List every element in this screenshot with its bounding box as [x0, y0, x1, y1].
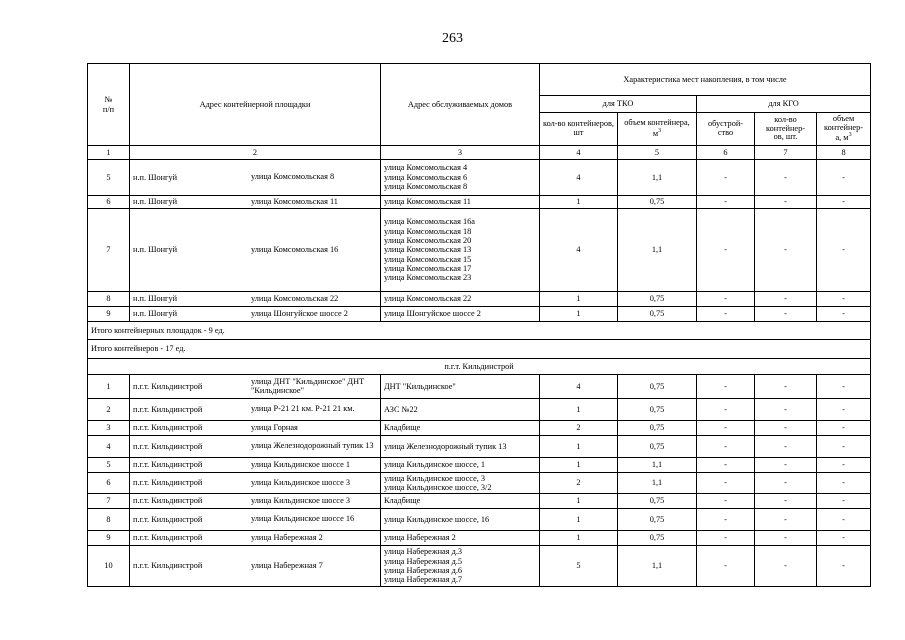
- settlement: п.г.т. Кильдинстрой: [133, 423, 203, 433]
- cell-kvol: -: [817, 209, 871, 292]
- served-address: улица Комсомольская 8: [384, 182, 468, 192]
- cell-count: 1: [540, 399, 618, 421]
- served-address: улица Железнодорожный тупик 13: [384, 441, 507, 451]
- cell-kvol: -: [817, 160, 871, 196]
- cell-volume: 0,75: [618, 307, 697, 322]
- cell-kcount: -: [755, 509, 817, 531]
- settlement: п.г.т. Кильдинстрой: [133, 381, 203, 391]
- served-addresses: [381, 436, 540, 458]
- settlement: п.г.т. Кильдинстрой: [133, 441, 203, 451]
- cell-volume: 0,75: [618, 399, 697, 421]
- cell-equip: -: [697, 546, 755, 587]
- site-address: [130, 531, 381, 546]
- cell-kcount: -: [755, 399, 817, 421]
- header-kgo-equipped: обустрой- ство: [697, 113, 755, 146]
- cell-count: 1: [540, 196, 618, 209]
- cell-equip: -: [697, 494, 755, 509]
- cell-equip: -: [697, 421, 755, 436]
- site-address: [130, 160, 381, 196]
- cell-kcount: -: [755, 546, 817, 587]
- cell-volume: 1,1: [618, 458, 697, 473]
- cell-count: 2: [540, 421, 618, 436]
- cell-volume: 0,75: [618, 509, 697, 531]
- table-row: [88, 531, 871, 546]
- settlement: п.г.т. Кильдинстрой: [133, 478, 203, 488]
- total-containers-row: [88, 340, 871, 359]
- cell-volume: 1,1: [618, 473, 697, 494]
- cell-kcount: -: [755, 494, 817, 509]
- served-address: улица Кильдинское шоссе, 1: [384, 460, 486, 470]
- table-row: [88, 196, 871, 209]
- cell-kvol: -: [817, 399, 871, 421]
- table-row: [88, 292, 871, 307]
- cell-equip: -: [697, 375, 755, 399]
- cell-count: 1: [540, 531, 618, 546]
- site-address: [130, 421, 381, 436]
- served-addresses: [381, 160, 540, 196]
- settlement: п.г.т. Кильдинстрой: [133, 496, 203, 506]
- header-tko: для ТКО: [540, 96, 697, 113]
- row-number: 8: [88, 509, 130, 531]
- cell-kvol: -: [817, 494, 871, 509]
- page-number: 263: [442, 31, 463, 46]
- served-addresses: [381, 399, 540, 421]
- header-kgo-count: кол-во контейнер- ов, шт.: [755, 113, 817, 146]
- settlement: п.г.т. Кильдинстрой: [133, 460, 203, 470]
- cell-kcount: -: [755, 196, 817, 209]
- settlement: п.г.т. Кильдинстрой: [133, 561, 203, 571]
- cell-count: 5: [540, 546, 618, 587]
- served-addresses: [381, 473, 540, 494]
- cell-count: 1: [540, 307, 618, 322]
- cell-count: 1: [540, 509, 618, 531]
- served-address: АЗС №22: [384, 404, 418, 414]
- cell-volume: 0,75: [618, 494, 697, 509]
- site-address: [130, 399, 381, 421]
- site-address: [130, 307, 381, 322]
- cell-kcount: -: [755, 375, 817, 399]
- header-tko-count: кол-во контейнеров, шт: [540, 113, 618, 146]
- site-address: [130, 209, 381, 292]
- header-kgo-volume: объем контейнер- а, $м^3$: [817, 113, 871, 146]
- cell-equip: -: [697, 458, 755, 473]
- column-number: 2: [130, 146, 381, 160]
- street: улица Кильдинское шоссе 16: [251, 514, 355, 524]
- street: улица Кильдинское шоссе 1: [251, 459, 350, 469]
- cell-kcount: -: [755, 531, 817, 546]
- cell-kvol: -: [817, 307, 871, 322]
- cell-equip: -: [697, 473, 755, 494]
- cell-kcount: -: [755, 292, 817, 307]
- header-tko-volume: объем контейнера, $м^3$: [618, 113, 697, 146]
- served-address: улица Кильдинское шоссе, 3/2: [384, 483, 492, 492]
- table-row: [88, 473, 871, 494]
- cell-kcount: -: [755, 473, 817, 494]
- cell-count: 2: [540, 473, 618, 494]
- served-address: улица Кильдинское шоссе, 3: [384, 473, 486, 483]
- served-address: улица Комсомольская 13: [384, 245, 472, 255]
- settlement: н.п. Шонгуй: [133, 197, 178, 207]
- cell-equip: -: [697, 292, 755, 307]
- cell-kvol: -: [817, 458, 871, 473]
- cell-kvol: -: [817, 473, 871, 494]
- street: улица ДНТ "Кильдинское" ДНТ "Кильдинское": [251, 376, 365, 395]
- served-address: улица Комсомольская 4: [384, 163, 468, 173]
- street: улица Шонгуйское шоссе 2: [251, 308, 348, 318]
- site-address: [130, 196, 381, 209]
- table-row: [88, 458, 871, 473]
- column-number: 4: [540, 146, 618, 160]
- cell-kvol: -: [817, 509, 871, 531]
- street: улица Р-21 21 км. Р-21 21 км.: [251, 404, 355, 414]
- served-addresses: [381, 494, 540, 509]
- served-address: улица Шонгуйское шоссе 2: [384, 309, 481, 319]
- row-number: 5: [88, 458, 130, 473]
- cell-kcount: -: [755, 160, 817, 196]
- cell-volume: 0,75: [618, 531, 697, 546]
- table-row: [88, 421, 871, 436]
- header-num: № п/п: [88, 64, 130, 146]
- street: улица Комсомольская 22: [251, 293, 339, 303]
- served-address: ДНТ "Кильдинское": [384, 381, 456, 391]
- cell-count: 1: [540, 436, 618, 458]
- column-number: 7: [755, 146, 817, 160]
- cell-volume: 0,75: [618, 196, 697, 209]
- cell-volume: 0,75: [618, 292, 697, 307]
- table-row: [88, 546, 871, 587]
- street: улица Комсомольская 11: [251, 196, 338, 206]
- cell-kcount: -: [755, 421, 817, 436]
- served-addresses: [381, 375, 540, 399]
- section-title-row: [88, 359, 871, 375]
- settlement: п.г.т. Кильдинстрой: [133, 533, 203, 543]
- served-address: улица Набережная д.6: [384, 566, 463, 575]
- street: улица Набережная 7: [251, 560, 323, 570]
- cell-kcount: -: [755, 436, 817, 458]
- row-number: 3: [88, 421, 130, 436]
- total-sites-row: [88, 322, 871, 340]
- served-address: Кладбище: [384, 423, 421, 433]
- cell-count: 4: [540, 160, 618, 196]
- cell-kcount: -: [755, 307, 817, 322]
- row-number: 6: [88, 196, 130, 209]
- served-address: улица Комсомольская 11: [384, 197, 471, 207]
- row-number: 7: [88, 494, 130, 509]
- served-addresses: [381, 196, 540, 209]
- column-number: 1: [88, 146, 130, 160]
- cell-equip: -: [697, 209, 755, 292]
- cell-kvol: -: [817, 292, 871, 307]
- served-address: Кладбище: [384, 496, 421, 506]
- site-address: [130, 494, 381, 509]
- site-address: [130, 436, 381, 458]
- settlement: п.г.т. Кильдинстрой: [133, 404, 203, 414]
- site-address: [130, 473, 381, 494]
- total-containers-row-text: Итого контейнеров - 17 ед.: [88, 340, 871, 359]
- settlement: н.п. Шонгуй: [133, 294, 178, 304]
- served-address: улица Набережная д.5: [384, 556, 463, 566]
- cell-kvol: -: [817, 421, 871, 436]
- cell-volume: 0,75: [618, 421, 697, 436]
- settlement: н.п. Шонгуй: [133, 309, 178, 319]
- served-address: улица Комсомольская 18: [384, 226, 472, 236]
- table-row: [88, 375, 871, 399]
- served-address: улица Набережная д.3: [384, 547, 463, 557]
- cell-kvol: -: [817, 546, 871, 587]
- header-kgo: для КГО: [697, 96, 871, 113]
- cell-equip: -: [697, 160, 755, 196]
- section-title-row-text: п.г.т. Кильдинстрой: [88, 359, 871, 375]
- cell-equip: -: [697, 399, 755, 421]
- cell-volume: 1,1: [618, 160, 697, 196]
- cell-volume: 0,75: [618, 375, 697, 399]
- table-row: [88, 160, 871, 196]
- settlement: п.г.т. Кильдинстрой: [133, 514, 203, 524]
- served-addresses: [381, 546, 540, 587]
- cell-equip: -: [697, 196, 755, 209]
- column-number: 5: [618, 146, 697, 160]
- served-address: улица Комсомольская 22: [384, 294, 472, 304]
- cell-volume: 0,75: [618, 436, 697, 458]
- cell-count: 4: [540, 209, 618, 292]
- table-row: [88, 209, 871, 292]
- site-address: [130, 292, 381, 307]
- street: улица Набережная 2: [251, 532, 323, 542]
- table-row: [88, 494, 871, 509]
- settlement: н.п. Шонгуй: [133, 245, 178, 255]
- header-served: Адрес обслуживаемых домов: [381, 64, 540, 146]
- site-address: [130, 375, 381, 399]
- served-address: улица Набережная д.7: [384, 575, 463, 585]
- street: улица Горная: [251, 422, 298, 432]
- row-number: 2: [88, 399, 130, 421]
- cell-volume: 1,1: [618, 546, 697, 587]
- table-row: [88, 436, 871, 458]
- row-number: 8: [88, 292, 130, 307]
- cell-kvol: -: [817, 196, 871, 209]
- served-addresses: [381, 292, 540, 307]
- row-number: 7: [88, 209, 130, 292]
- row-number: 10: [88, 546, 130, 587]
- cell-equip: -: [697, 531, 755, 546]
- street: улица Комсомольская 16: [251, 244, 339, 254]
- site-address: [130, 546, 381, 587]
- served-address: улица Набережная 2: [384, 533, 456, 543]
- served-addresses: [381, 209, 540, 292]
- cell-kcount: -: [755, 458, 817, 473]
- row-number: 4: [88, 436, 130, 458]
- row-number: 6: [88, 473, 130, 494]
- street: улица Кильдинское шоссе 3: [251, 495, 350, 505]
- column-number: 8: [817, 146, 871, 160]
- total-sites-row-text: Итого контейнерных площадок - 9 ед.: [88, 322, 871, 340]
- cell-count: 1: [540, 292, 618, 307]
- table-row: [88, 509, 871, 531]
- table-row: [88, 399, 871, 421]
- served-addresses: [381, 458, 540, 473]
- served-address: улица Комсомольская 15: [384, 254, 472, 264]
- cell-equip: -: [697, 436, 755, 458]
- cell-count: 1: [540, 494, 618, 509]
- site-address: [130, 458, 381, 473]
- served-address: улица Комсомольская 16а: [384, 217, 475, 227]
- served-addresses: [381, 307, 540, 322]
- cell-kvol: -: [817, 375, 871, 399]
- cell-equip: -: [697, 307, 755, 322]
- table-row: [88, 307, 871, 322]
- row-number: 9: [88, 307, 130, 322]
- served-address: улица Комсомольская 17: [384, 264, 472, 274]
- street: улица Кильдинское шоссе 3: [251, 477, 350, 487]
- served-addresses: [381, 421, 540, 436]
- cell-kvol: -: [817, 531, 871, 546]
- row-number: 9: [88, 531, 130, 546]
- column-number: 3: [381, 146, 540, 160]
- street: улица Комсомольская 8: [251, 172, 335, 182]
- cell-equip: -: [697, 509, 755, 531]
- header-characteristics: Характеристика мест накопления, в том числе: [540, 64, 871, 96]
- cell-kcount: -: [755, 209, 817, 292]
- cell-count: 1: [540, 458, 618, 473]
- settlement: н.п. Шонгуй: [133, 172, 178, 182]
- cell-kvol: -: [817, 436, 871, 458]
- container-sites-table: [87, 63, 871, 587]
- row-number: 5: [88, 160, 130, 196]
- served-address: улица Комсомольская 6: [384, 172, 468, 182]
- served-addresses: [381, 509, 540, 531]
- served-addresses: [381, 531, 540, 546]
- served-address: улица Кильдинское шоссе, 16: [384, 514, 490, 524]
- served-address: улица Комсомольская 20: [384, 235, 472, 245]
- row-number: 1: [88, 375, 130, 399]
- street: улица Железнодорожный тупик 13: [251, 441, 374, 451]
- header-address: Адрес контейнерной площадки: [130, 64, 381, 146]
- column-number: 6: [697, 146, 755, 160]
- cell-volume: 1,1: [618, 209, 697, 292]
- served-address: улица Комсомольская 23: [384, 273, 472, 283]
- cell-count: 4: [540, 375, 618, 399]
- site-address: [130, 509, 381, 531]
